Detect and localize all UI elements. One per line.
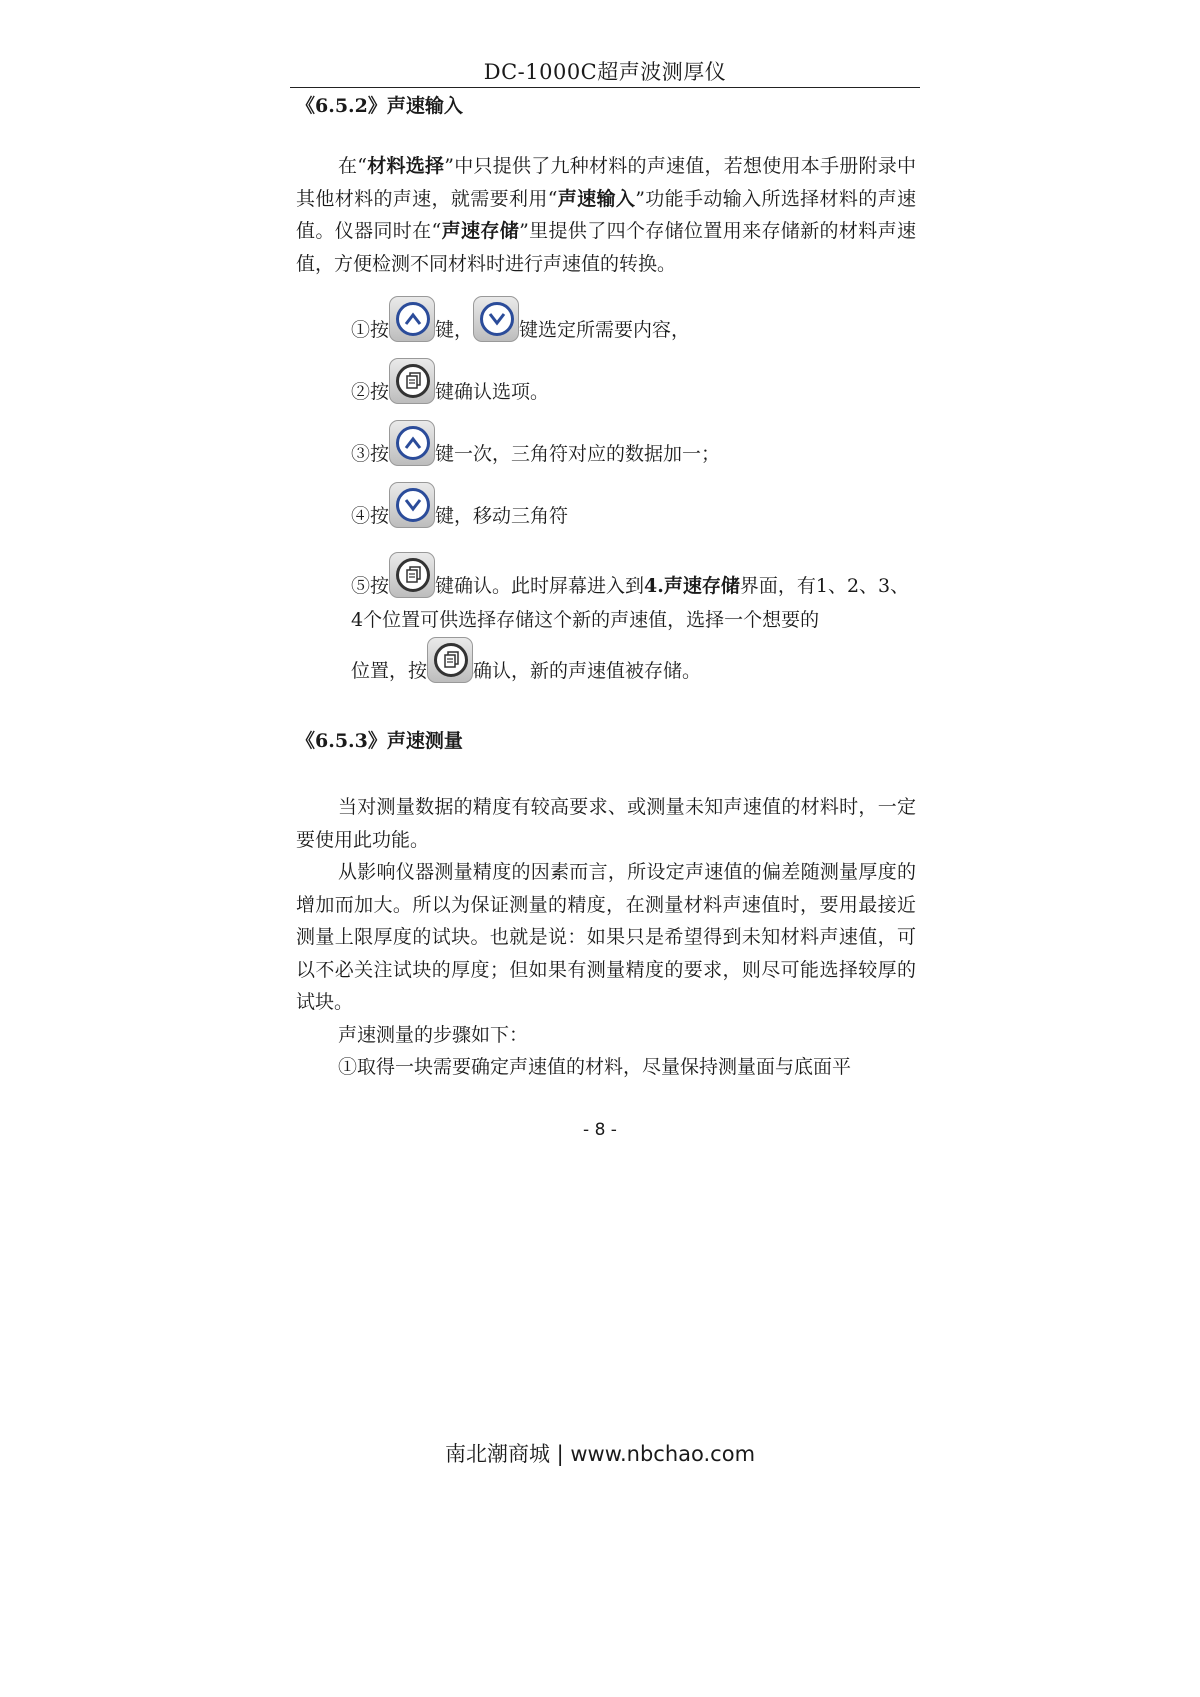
step-bold-sound-speed-storage: 4.声速存储 — [644, 575, 740, 597]
paragraph-sound-speed-measure-2: 从影响仪器测量精度的因素而言，所设定声速值的偏差随测量厚度的增加而加大。所以为保证测量的精度，在测量材料声速值时，要用最接近测量上限厚度的试块。也就是说：如果只是希望得到未知材料声速值，可以不必关注试块的厚度；但如果有测量精度的要求，则尽可能选择较厚的试块。 — [296, 861, 916, 1013]
step-text: ⑤按 — [351, 575, 390, 597]
header-rule — [290, 87, 920, 88]
para-text: ”里提供了四个存储位置用来存储新的材料声速值，方便检测不同材料时进行声速值的转换。 — [296, 220, 916, 275]
step-3 — [351, 420, 916, 482]
step-text: 键确认选项。 — [435, 381, 550, 403]
steps-list — [296, 296, 916, 701]
paragraph-sound-speed-measure-1: 当对测量数据的精度有较高要求、或测量未知声速值的材料时，一定要使用此功能。 — [296, 796, 916, 851]
up-arrow-key-icon — [389, 296, 435, 342]
section-heading-6-5-2: 《6.5.2》声速输入 — [296, 95, 463, 117]
step-text: ④按 — [351, 505, 390, 527]
step-text: 确认，新的声速值被存储。 — [473, 660, 702, 682]
step-text: 界面，有1、2、3、4个位置可供选择存储这个新的声速值，选择一个想要的 — [351, 575, 910, 631]
para-bold-sound-speed-storage: 声速存储 — [441, 220, 520, 242]
confirm-key-icon — [427, 637, 473, 683]
step-text: 键一次，三角符对应的数据加一； — [435, 443, 721, 465]
down-arrow-key-icon — [473, 296, 519, 342]
step-1 — [351, 296, 916, 358]
para-bold-material-select: 材料选择 — [366, 155, 445, 177]
paragraph-sound-speed-measure-3: 声速测量的步骤如下： — [338, 1023, 529, 1046]
page-content — [296, 92, 916, 1084]
paragraph-sound-speed-measure-4: ①取得一块需要确定声速值的材料，尽量保持测量面与底面平 — [338, 1056, 852, 1078]
step-2 — [351, 358, 916, 420]
para-text: 在“ — [338, 155, 367, 177]
step-text: 位置，按 — [351, 660, 428, 682]
step-text: 键选定所需要内容， — [519, 319, 691, 341]
page-number: - 8 - — [583, 1120, 617, 1140]
para-text: ”功能手动输入所选择材料的声速值。仪器同时在“ — [296, 187, 916, 242]
confirm-key-icon — [389, 552, 435, 598]
step-text: ②按 — [351, 381, 390, 403]
step-5 — [351, 552, 916, 637]
step-text: ①按 — [351, 319, 390, 341]
para-bold-sound-speed-input: 声速输入 — [557, 187, 636, 210]
page-header: DC-1000C超声波测厚仪 — [483, 60, 727, 84]
paragraph-sound-speed-input — [296, 150, 916, 280]
step-text: 键确认。此时屏幕进入到 — [435, 575, 645, 597]
footer-watermark: 南北潮商城 | www.nbchao.com — [444, 1442, 756, 1466]
up-arrow-key-icon — [389, 420, 435, 466]
down-arrow-key-icon — [389, 482, 435, 528]
step-text: 键， — [435, 319, 474, 341]
section-heading-6-5-3: 《6.5.3》声速测量 — [296, 730, 463, 752]
step-5-continued — [351, 637, 916, 701]
para-text: ”中只提供了九种材料的声速值，若想使用本手册附录中其他材料的声速，就需要利用“ — [296, 155, 916, 210]
confirm-key-icon — [389, 358, 435, 404]
step-4 — [351, 482, 916, 544]
step-text: ③按 — [351, 443, 390, 465]
step-text: 键，移动三角符 — [435, 505, 569, 527]
